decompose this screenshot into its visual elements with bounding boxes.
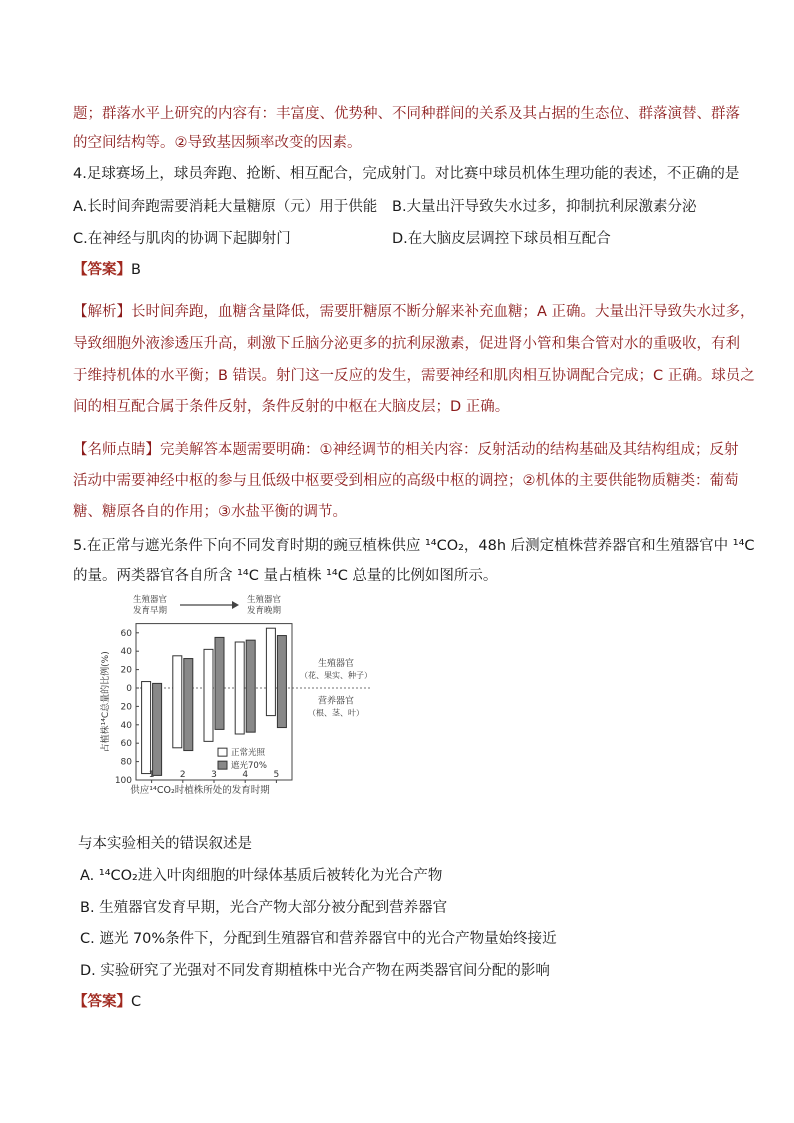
arrow-to-label: 生殖器官: [246, 595, 282, 605]
bar-shade70-4: [246, 640, 255, 732]
explanation-line: 于维持机体的水平衡；B 错误。射门这一反应的发生，需要神经和肌肉相互协调配合完成；C 正确。球员之: [73, 368, 755, 384]
option-4d: D.在大脑皮层调控下球员相互配合: [392, 231, 611, 247]
y-tick-label: 20: [120, 665, 132, 676]
bar-normal-light-3: [204, 649, 213, 741]
region-label-lower-sub: （根、茎、叶）: [308, 708, 364, 718]
region-label-upper-sub: （花、果实、种子）: [300, 670, 372, 680]
y-tick-label: 100: [114, 776, 132, 786]
legend-label: 正常光照: [231, 748, 266, 759]
y-tick-label: 60: [120, 628, 132, 639]
x-tick-label: 1: [148, 770, 155, 780]
arrow-from-label: 生殖器官: [132, 595, 168, 605]
bar-normal-light-1: [142, 682, 151, 774]
legend-swatch: [218, 748, 227, 756]
option-4b: B.大量出汗导致失水过多，抑制抗利尿激素分泌: [392, 199, 697, 215]
chart-svg: [96, 588, 396, 824]
legend-swatch: [218, 761, 227, 769]
tip-line: 【名师点睛】完美解答本题需要明确：①神经调节的相关内容：反射活动的结构基础及其结构组成；反射: [73, 442, 739, 458]
y-tick-label: 0: [126, 684, 132, 694]
explanation-line: 【解析】长时间奔跑，血糖含量降低，需要肝糖原不断分解来补充血糖；A 正确。大量出汗导致失水过多，: [73, 304, 755, 320]
y-tick-label: 60: [120, 739, 132, 750]
bar-shade70-5: [277, 636, 286, 728]
explanation-line: 间的相互配合属于条件反射，条件反射的中枢在大脑皮层；D 正确。: [73, 399, 510, 415]
arrow-head: [232, 601, 239, 609]
arrow-from-label-2: 发育早期: [132, 606, 168, 616]
paragraph-line: 题；群落水平上研究的内容有：丰富度、优势种、不同种群间的关系及其占据的生态位、群落演替、群落: [73, 106, 740, 122]
y-tick-label: 80: [120, 757, 132, 768]
y-tick-label: 20: [120, 702, 132, 713]
question-5-prompt: 与本实验相关的错误叙述是: [78, 836, 252, 852]
question-4-stem: 4.足球赛场上，球员奔跑、抢断、相互配合，完成射门。对比赛中球员机体生理功能的表述，不正确的是: [73, 166, 740, 182]
tip-line: 糖、糖原各自的作用；③水盐平衡的调节。: [73, 504, 347, 520]
x-tick-label: 5: [273, 770, 280, 780]
option-5a: A. ¹⁴CO₂进入叶肉细胞的叶绿体基质后被转化为光合产物: [80, 868, 443, 884]
legend-label: 遮光70%: [231, 761, 267, 772]
option-5c: C. 遮光 70%条件下，分配到生殖器官和营养器官中的光合产物量始终接近: [80, 931, 557, 947]
bar-shade70-1: [153, 683, 162, 775]
explanation-line: 导致细胞外液渗透压升高，刺激下丘脑分泌更多的抗利尿激素，促进肾小管和集合管对水的重吸收，有利: [73, 336, 740, 352]
option-4c: C.在神经与肌肉的协调下起脚射门: [73, 231, 291, 247]
y-axis-label: 占植株¹⁴C总量的比例(%): [101, 651, 111, 753]
option-5b: B. 生殖器官发育早期，光合产物大部分被分配到营养器官: [80, 900, 448, 916]
option-5d: D. 实验研究了光强对不同发育期植株中光合产物在两类器官间分配的影响: [80, 963, 550, 979]
y-tick-label: 40: [120, 647, 132, 658]
answer-5: 【答案】C: [73, 994, 142, 1010]
bar-shade70-2: [184, 659, 193, 751]
x-axis-label: 供应¹⁴CO₂时植株所处的发育时期: [130, 785, 270, 796]
bar-shade70-3: [215, 637, 224, 729]
question-5-stem: 5.在正常与遮光条件下向不同发育时期的豌豆植株供应 ¹⁴CO₂，48h 后测定植株营养器官和生殖器官中 ¹⁴C: [73, 538, 755, 554]
region-label-lower: 营养器官: [317, 696, 355, 707]
tip-line: 活动中需要神经中枢的参与且低级中枢要受到相应的高级中枢的调控；②机体的主要供能物质糖类：葡萄: [73, 473, 739, 489]
answer-4: 【答案】B: [73, 262, 141, 278]
arrow-to-label-2: 发育晚期: [246, 606, 282, 616]
x-tick-label: 4: [242, 770, 249, 780]
bar-chart: [96, 588, 396, 824]
paragraph-line: 的空间结构等。②导致基因频率改变的因素。: [73, 135, 362, 151]
x-tick-label: 3: [211, 770, 217, 780]
bar-normal-light-4: [235, 642, 244, 734]
y-tick-label: 40: [120, 720, 132, 731]
bar-normal-light-2: [173, 656, 182, 748]
bar-normal-light-5: [266, 628, 275, 715]
option-4a: A.长时间奔跑需要消耗大量糖原（元）用于供能: [73, 199, 378, 215]
x-tick-label: 2: [179, 770, 186, 780]
region-label-upper: 生殖器官: [317, 658, 355, 669]
question-5-stem-cont: 的量。两类器官各自所含 ¹⁴C 量占植株 ¹⁴C 总量的比例如图所示。: [73, 568, 498, 584]
